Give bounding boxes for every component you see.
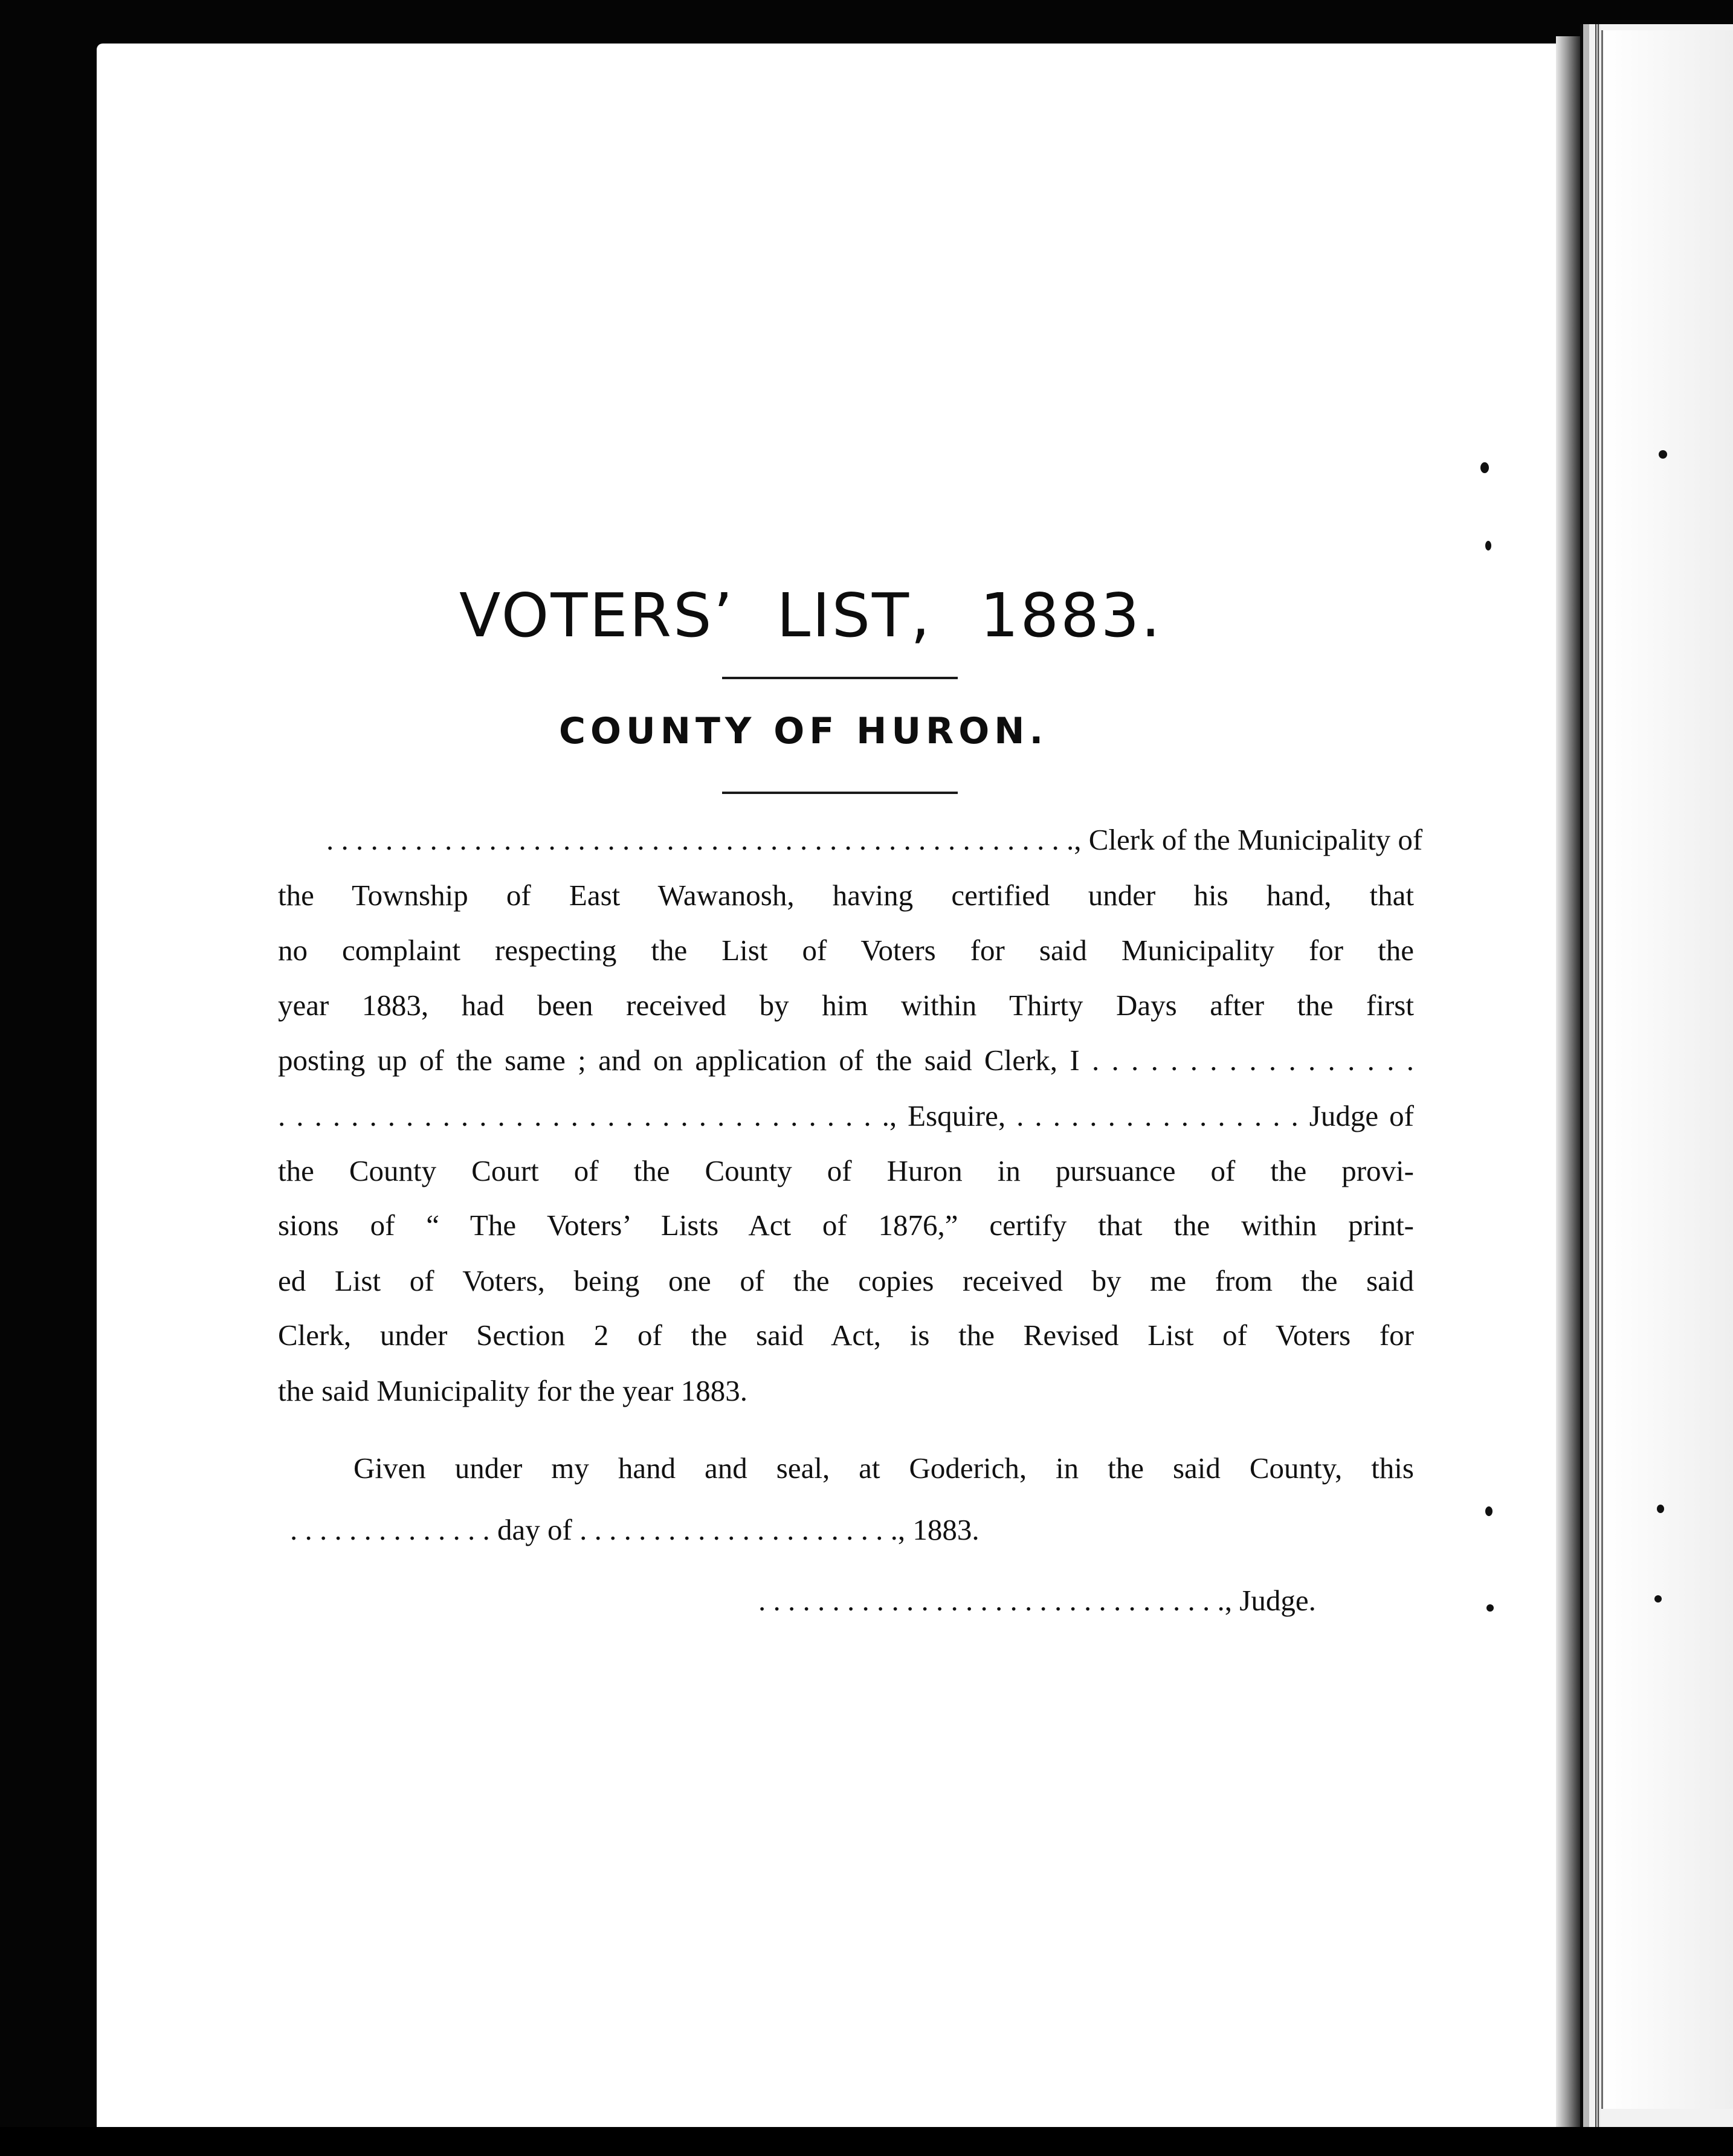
certificate-line: ed List of Voters, being one of the copies received by me from the said (278, 1264, 1414, 1297)
scan-speck (1485, 1506, 1493, 1516)
adjacent-page-edge (1595, 24, 1600, 2132)
scan-speck (1659, 450, 1667, 459)
certificate-line: Clerk, under Section 2 of the said Act, is the Revised List of Voters for (278, 1318, 1414, 1352)
divider-rule (722, 677, 958, 679)
certificate-line: . . . . . . . . . . . . . . . . . . . . . . . . . . . . . . . . . ., Esquire, . . . . . . . . . . . . . . . . Judge of (278, 1099, 1414, 1132)
certificate-line: no complaint respecting the List of Voters for said Municipality for the (278, 934, 1414, 967)
document-title (459, 580, 1245, 651)
certificate-line: posting up of the same ; and on application of the said Clerk, I . . . . . . . . . . . . . . . . . (278, 1044, 1414, 1077)
certificate-line: . . . . . . . . . . . . . . . . . . . . . . . . . . . . . . . . . . . . . . . . . . . . . . . . . . ., Clerk of the Municipality of (326, 823, 1423, 856)
certificate-line: year 1883, had been received by him within Thirty Days after the first (278, 989, 1414, 1022)
certificate-line: the said Municipality for the year 1883. (278, 1374, 747, 1407)
certificate-line: sions of “ The Voters’ Lists Act of 1876,” certify that the within print- (278, 1209, 1414, 1242)
given-line: Given under my hand and seal, at Goderich, in the said County, this (353, 1451, 1414, 1485)
scan-speck (1486, 1604, 1494, 1612)
title-word-voters: VOTERS’ (459, 580, 735, 651)
adjacent-page-surface (1601, 30, 1733, 2109)
page-fold-shadow (1556, 36, 1580, 2156)
scan-bottom-band (0, 2127, 1733, 2156)
scan-speck (1485, 541, 1491, 550)
scan-speck (1480, 462, 1489, 473)
judge-signature-line: . . . . . . . . . . . . . . . . . . . . . . . . . . . . . . . ., Judge. (758, 1584, 1316, 1617)
date-line: . . . . . . . . . . . . . . day of . . . . . . . . . . . . . . . . . . . . . ., 1883. (290, 1513, 979, 1546)
divider-rule (722, 792, 958, 794)
title-word-list: LIST, (776, 580, 932, 651)
document-subtitle: COUNTY OF HURON. (559, 710, 1048, 752)
scan-speck (1657, 1505, 1664, 1513)
title-year: 1883. (979, 580, 1163, 651)
certificate-line: the County Court of the County of Huron in pursuance of the provi- (278, 1154, 1414, 1187)
scan-speck (1654, 1595, 1662, 1602)
certificate-line: the Township of East Wawanosh, having certified under his hand, that (278, 879, 1414, 912)
